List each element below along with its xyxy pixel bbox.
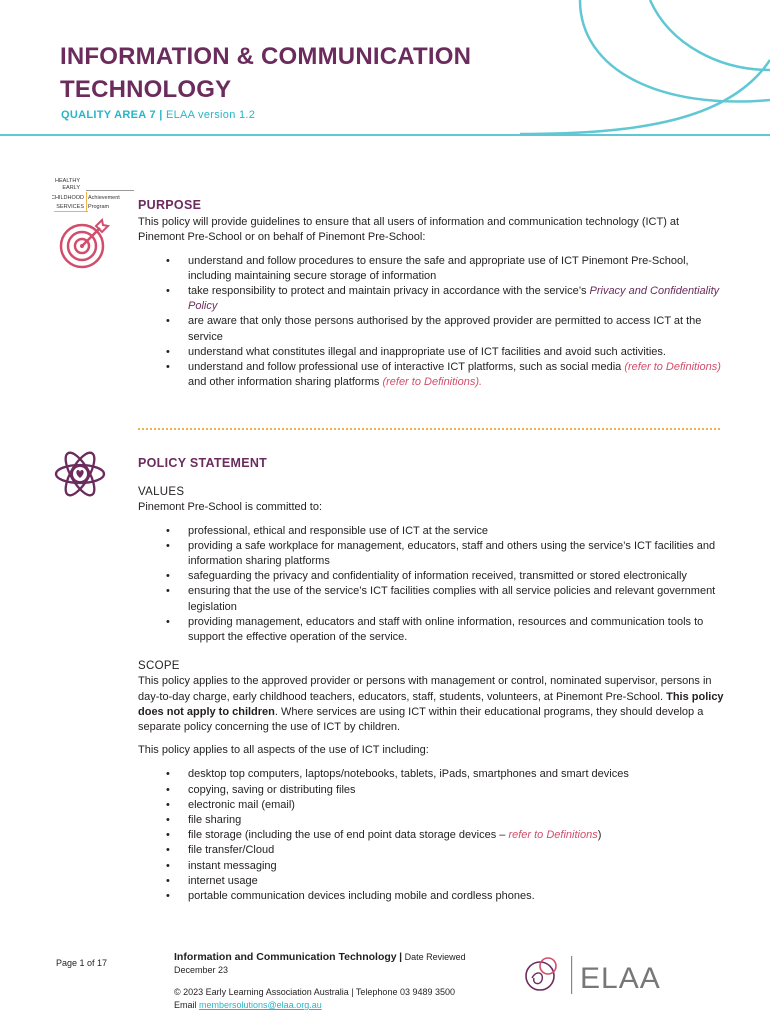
footer-info: Information and Communication Technology | Date Reviewed December 23 © 2023 Early Learning Association Australia | Telephone 03 9489 3500 Email membersolutions@elaa.org.au: [174, 951, 504, 1012]
privacy-policy-reference: Privacy and Confidentiality Policy: [188, 285, 720, 313]
hecs-line-2: EARLY: [62, 185, 80, 191]
list-item: • safeguarding the privacy and confidentiality of information received, transmitted or stored electronically: [138, 569, 728, 584]
scope-paragraph-2: This policy applies to all aspects of the use of ICT including:: [138, 744, 429, 757]
list-item: • understand and follow procedures to ensure the safe and appropriate use of ICT Pinemont Pre-School, including maintaining secure storage of information: [138, 254, 728, 284]
purpose-list: [138, 254, 728, 391]
list-item: • file transfer/Cloud: [138, 843, 728, 858]
list-item: • understand what constitutes illegal and inappropriate use of ICT facilities and avoid such activities.: [138, 345, 728, 360]
list-item: • take responsibility to protect and maintain privacy in accordance with the service’s Privacy and Confidentiality Policy: [138, 284, 728, 314]
hecs-line-4: SERVICES: [56, 204, 84, 210]
subtitle-separator: |: [159, 109, 163, 121]
list-item: • copying, saving or distributing files: [138, 783, 728, 798]
purpose-heading: PURPOSE: [138, 198, 202, 212]
scope-list: [138, 767, 728, 904]
atom-heart-icon: [53, 447, 107, 501]
elaa-logo: [518, 952, 678, 998]
header-divider: [0, 134, 770, 136]
policy-heading: POLICY STATEMENT: [138, 456, 268, 470]
hecs-logo-graphic: [52, 175, 136, 217]
purpose-section: [138, 198, 728, 390]
list-item: • providing a safe workplace for management, educators, staff and others using the service’s ICT facilities and information sharing platforms: [138, 539, 728, 569]
elaa-logo-text: ELAA: [580, 962, 661, 995]
page-subtitle: [61, 109, 255, 121]
list-item: • electronic mail (email): [138, 798, 728, 813]
list-item: • portable communication devices including mobile and cordless phones.: [138, 889, 728, 904]
definitions-reference: (refer to Definitions).: [382, 376, 483, 389]
scope-heading: SCOPE: [138, 660, 180, 673]
page-title: INFORMATION & COMMUNICATION TECHNOLOGY: [60, 43, 472, 103]
scope-paragraph-1: This policy applies to the approved provider or persons with management or control, nominated supervisor, persons in day-to-day charge, early childhood teachers, educators, staff, students, volunteers, at Pinemont Pre-School. This policy does not apply to children. Where services are using ICT within their educational programs, they should develop a separate policy concerning the use of ICT by children.: [138, 675, 724, 734]
hecs-right-2: Program: [88, 204, 110, 210]
list-item: • internet usage: [138, 874, 728, 889]
footer-email: Email membersolutions@elaa.org.au: [174, 1000, 322, 1010]
list-item: • are aware that only those persons authorised by the approved provider are permitted to access ICT at the service: [138, 314, 728, 344]
date-reviewed-label: Date Reviewed: [404, 952, 466, 962]
definitions-reference: (refer to Definitions): [624, 361, 721, 374]
list-item: • providing management, educators and staff with online information, resources and communication tools to support the effective operation of the service.: [138, 615, 728, 645]
purpose-intro: This policy will provide guidelines to ensure that all users of information and communication technology (ICT) at Pinemont Pre-School or on behalf of Pinemont Pre-School:: [138, 216, 680, 244]
list-item: • ensuring that the use of the service’s ICT facilities complies with all service policies and relevant government legislation: [138, 584, 728, 614]
hecs-logo: [52, 175, 136, 217]
list-item: • understand and follow professional use of interactive ICT platforms, such as social media (refer to Definitions) and other information sharing platforms (refer to Definitions).: [138, 360, 728, 390]
hecs-line-3: CHILDHOOD: [52, 195, 84, 201]
list-item: • file sharing: [138, 813, 728, 828]
date-reviewed-value: December 23: [174, 965, 229, 975]
hecs-right-1: Achievement: [88, 195, 120, 201]
values-intro: Pinemont Pre-School is committed to:: [138, 501, 323, 514]
values-list: [138, 524, 728, 646]
page-number: Page 1 of 17: [56, 958, 108, 968]
definitions-reference: refer to Definitions: [508, 829, 598, 842]
policy-section: [138, 456, 728, 904]
target-icon: [56, 216, 112, 272]
list-item: • professional, ethical and responsible use of ICT at the service: [138, 524, 728, 539]
email-link[interactable]: membersolutions@elaa.org.au: [199, 1000, 322, 1010]
scope-exclusion: This policy does not apply to children: [138, 690, 724, 718]
hecs-line-1: HEALTHY: [55, 178, 80, 184]
values-heading: VALUES: [138, 486, 185, 499]
list-item: • desktop top computers, laptops/notebooks, tablets, iPads, smartphones and smart devices: [138, 767, 728, 782]
copyright: © 2023 Early Learning Association Australia | Telephone 03 9489 3500: [174, 987, 456, 997]
footer-doc-title: Information and Communication Technology: [174, 951, 397, 963]
section-divider: [138, 428, 720, 430]
list-item: • file storage (including the use of end point data storage devices – refer to Definitions): [138, 828, 728, 843]
list-item: • instant messaging: [138, 859, 728, 874]
version: ELAA version 1.2: [165, 109, 256, 121]
quality-area: QUALITY AREA 7: [61, 109, 156, 121]
